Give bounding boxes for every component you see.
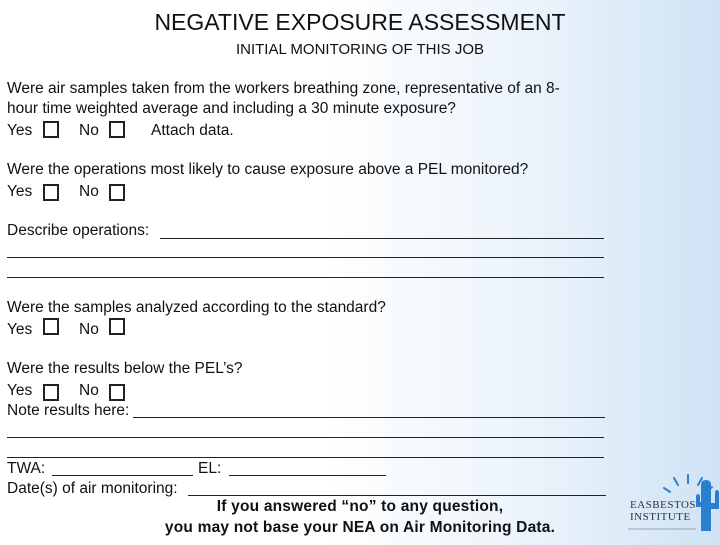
twa-field[interactable] (52, 475, 193, 476)
question-1-line-1: Were air samples taken from the workers breathing zone, representative of an 8- (7, 80, 560, 97)
q3-yes-label: Yes (7, 321, 33, 338)
q3-no-label: No (79, 321, 99, 338)
q2-no-checkbox[interactable] (109, 184, 125, 201)
air-monitoring-dates-field[interactable] (188, 495, 606, 496)
air-monitoring-dates-label: Date(s) of air monitoring: (7, 480, 178, 497)
page-subtitle: INITIAL MONITORING OF THIS JOB (235, 41, 485, 58)
asbestos-institute-logo (626, 465, 720, 540)
q4-yes-label: Yes (7, 382, 33, 399)
q2-yes-checkbox[interactable] (43, 184, 59, 201)
note-results-label: Note results here: (7, 402, 130, 419)
q1-attach-label: Attach data. (151, 122, 234, 139)
describe-operations-label: Describe operations: (7, 222, 150, 239)
question-2: Were the operations most likely to cause exposure above a PEL monitored? (7, 161, 529, 178)
q2-yes-label: Yes (7, 183, 33, 200)
describe-operations-field-line-3[interactable] (7, 277, 604, 278)
q1-yes-checkbox[interactable] (43, 121, 59, 138)
describe-operations-field-line-1[interactable] (160, 238, 604, 239)
footer-warning-line-2: you may not base your NEA on Air Monitoring Data. (164, 519, 556, 536)
note-results-field-line-3[interactable] (7, 457, 604, 458)
note-results-field-line-2[interactable] (7, 437, 604, 438)
question-3: Were the samples analyzed according to the standard? (7, 299, 386, 316)
q4-no-checkbox[interactable] (109, 384, 125, 401)
twa-label: TWA: (7, 460, 46, 477)
note-results-field-line-1[interactable] (133, 417, 605, 418)
q3-no-checkbox[interactable] (109, 318, 125, 335)
q1-no-checkbox[interactable] (109, 121, 125, 138)
q4-yes-checkbox[interactable] (43, 384, 59, 401)
page-title: NEGATIVE EXPOSURE ASSESSMENT (154, 9, 566, 35)
footer-warning-line-1: If you answered “no” to any question, (216, 498, 504, 515)
describe-operations-field-line-2[interactable] (7, 257, 604, 258)
question-1-line-2: hour time weighted average and including a 30 minute exposure? (7, 100, 456, 117)
q1-yes-label: Yes (7, 122, 33, 139)
q1-no-label: No (79, 122, 99, 139)
el-label: EL: (198, 460, 222, 477)
el-field[interactable] (229, 475, 386, 476)
logo-text-line-1: EASBESTOS (630, 499, 697, 511)
logo-text-line-2: INSTITUTE (630, 511, 691, 523)
q3-yes-checkbox[interactable] (43, 318, 59, 335)
q2-no-label: No (79, 183, 99, 200)
q4-no-label: No (79, 382, 99, 399)
question-4: Were the results below the PEL’s? (7, 360, 243, 377)
